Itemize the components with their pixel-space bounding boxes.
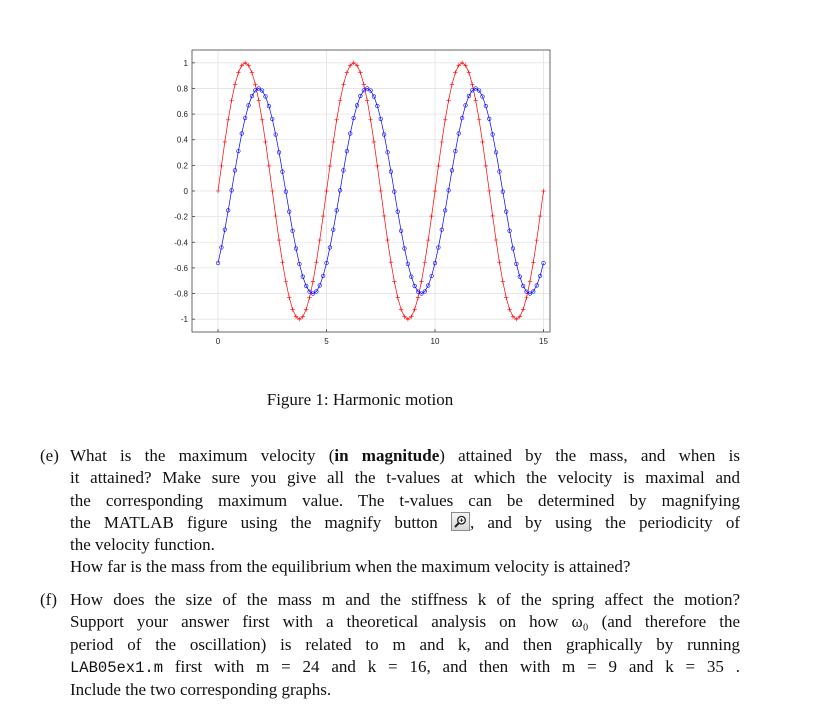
series-0-marker <box>426 238 430 242</box>
question-e-label: (e) <box>40 446 59 465</box>
series-0-marker <box>501 279 505 283</box>
q-e-line1c: ) attained by the mass, and when is <box>439 446 740 465</box>
series-0-marker <box>318 238 322 242</box>
y-tick-label: 0 <box>183 187 188 196</box>
question-f-label: (f) <box>40 590 57 609</box>
series-0-marker <box>392 279 396 283</box>
series-0-marker <box>412 307 416 311</box>
series-0-marker <box>507 307 511 311</box>
series-0-marker <box>314 260 318 264</box>
y-tick-label: 0.8 <box>176 84 188 94</box>
series-0-marker <box>331 140 335 144</box>
series-0-marker <box>450 82 454 86</box>
series-0-marker <box>480 140 484 144</box>
series-0-marker <box>287 295 291 299</box>
magnify-button[interactable] <box>451 512 470 531</box>
x-tick-label: 5 <box>324 337 329 346</box>
series-0-marker <box>280 260 284 264</box>
series-0-marker <box>433 189 437 193</box>
q-e-line4a: the MATLAB figure using the magnify button <box>70 512 438 532</box>
series-0-marker <box>233 82 237 86</box>
question-f <box>40 589 740 701</box>
series-0-marker <box>253 82 257 86</box>
tick-layer <box>174 59 548 346</box>
series-0-marker <box>307 295 311 299</box>
series-0-marker <box>311 279 315 283</box>
y-tick-label: -0.8 <box>174 289 188 299</box>
q-f-line1: How does the size of the mass m and the stiffness k of the spring affect the motion? <box>70 590 740 609</box>
series-0-marker <box>487 189 491 193</box>
series-0-marker <box>375 164 379 168</box>
question-e <box>40 445 740 579</box>
figure-caption: Figure 1: Harmonic motion <box>266 390 454 409</box>
series-0-marker <box>338 98 342 102</box>
series-0-marker <box>473 98 477 102</box>
series-0-marker <box>470 82 474 86</box>
series-0-marker <box>250 70 254 74</box>
x-tick-label: 0 <box>215 337 221 346</box>
q-f-line3: period of the oscillation) is related to m and k, and then graphically by running <box>70 634 740 654</box>
series-0-marker <box>538 214 542 218</box>
series-0-marker <box>358 70 362 74</box>
q-f-line2: Support your answer first with a theoretical analysis on how ω₀ (and therefore the <box>70 612 740 632</box>
series-0-marker <box>216 189 220 193</box>
y-tick-label: 0.4 <box>176 135 188 145</box>
series-0-marker <box>219 164 223 168</box>
q-e-line2: it attained? Make sure you give all the t-values at which the velocity is maximal and <box>70 468 740 488</box>
series-0-marker <box>379 189 383 193</box>
series-0-marker <box>429 214 433 218</box>
series-0-marker <box>490 214 494 218</box>
q-f-line4: first with m = 24 and k = 16, and then with m = 9 and k = 35 . <box>163 656 740 676</box>
series-0-marker <box>328 164 332 168</box>
series-0-marker <box>521 307 525 311</box>
series-0-marker <box>531 260 535 264</box>
series-0-marker <box>497 260 501 264</box>
q-e-bold: in magnitude <box>334 446 440 465</box>
series-0-marker <box>494 238 498 242</box>
series-0-marker <box>535 238 539 242</box>
series-0-marker <box>396 295 400 299</box>
series-0-marker <box>236 70 240 74</box>
series-0-marker <box>257 98 261 102</box>
series-0-marker <box>443 118 447 122</box>
series-0-marker <box>229 98 233 102</box>
x-tick-label: 10 <box>430 337 440 346</box>
series-0-marker <box>321 214 325 218</box>
series-0-marker <box>416 295 420 299</box>
series-0-marker <box>304 307 308 311</box>
series-0-marker <box>504 295 508 299</box>
q-f-line5: Include the two corresponding graphs. <box>70 680 332 700</box>
y-tick-label: 0.2 <box>176 161 188 171</box>
series-0-marker <box>277 238 281 242</box>
series-0-marker <box>341 82 345 86</box>
series-0-marker <box>446 98 450 102</box>
series-0-marker <box>382 214 386 218</box>
q-e-line3: the corresponding maximum value. The t-values can be determined by magnifying <box>70 490 740 510</box>
y-tick-label: -0.2 <box>174 212 188 222</box>
series-0-marker <box>484 164 488 168</box>
series-0-marker <box>324 189 328 193</box>
series-0-marker <box>541 189 545 193</box>
series-0-marker <box>267 164 271 168</box>
series-0-marker <box>467 70 471 74</box>
q-e-line4b: , and by using the periodicity of <box>469 512 740 532</box>
series-0-marker <box>260 118 264 122</box>
series-0-marker <box>436 164 440 168</box>
q-e-line5: the velocity function. <box>70 535 215 555</box>
series-0-marker <box>226 118 230 122</box>
series-0-marker <box>273 214 277 218</box>
series-0-marker <box>365 98 369 102</box>
series-0-marker <box>423 260 427 264</box>
q-f-filename: LAB05ex1.m <box>70 658 164 677</box>
series-0-marker <box>284 279 288 283</box>
y-tick-label: 0.6 <box>176 110 188 120</box>
series-0-marker <box>419 279 423 283</box>
y-tick-label: 1 <box>183 58 188 68</box>
series-0-marker <box>368 118 372 122</box>
series-0-marker <box>389 260 393 264</box>
y-tick-label: -1 <box>180 315 188 325</box>
series-0-marker <box>290 307 294 311</box>
harmonic-motion-plot <box>160 40 560 350</box>
y-tick-label: -0.4 <box>174 238 188 248</box>
series-0-marker <box>453 70 457 74</box>
x-tick-label: 15 <box>539 337 548 346</box>
series-0-marker <box>528 279 532 283</box>
series-0-marker <box>223 140 227 144</box>
series-0-marker <box>345 70 349 74</box>
magnify-icon <box>453 514 468 529</box>
series-0-marker <box>334 118 338 122</box>
series-0-marker <box>263 140 267 144</box>
series-0-marker <box>477 118 481 122</box>
q-e-line1a: What is the maximum velocity ( <box>70 446 335 465</box>
series-0-marker <box>440 140 444 144</box>
y-tick-label: -0.6 <box>174 263 188 273</box>
series-0-marker <box>524 295 528 299</box>
series-0-marker <box>385 238 389 242</box>
series-0-marker <box>362 82 366 86</box>
q-e-line6: How far is the mass from the equilibrium when the maximum velocity is attained? <box>70 557 631 577</box>
series-0-marker <box>399 307 403 311</box>
series-0-marker <box>270 189 274 193</box>
series-0-marker <box>372 140 376 144</box>
